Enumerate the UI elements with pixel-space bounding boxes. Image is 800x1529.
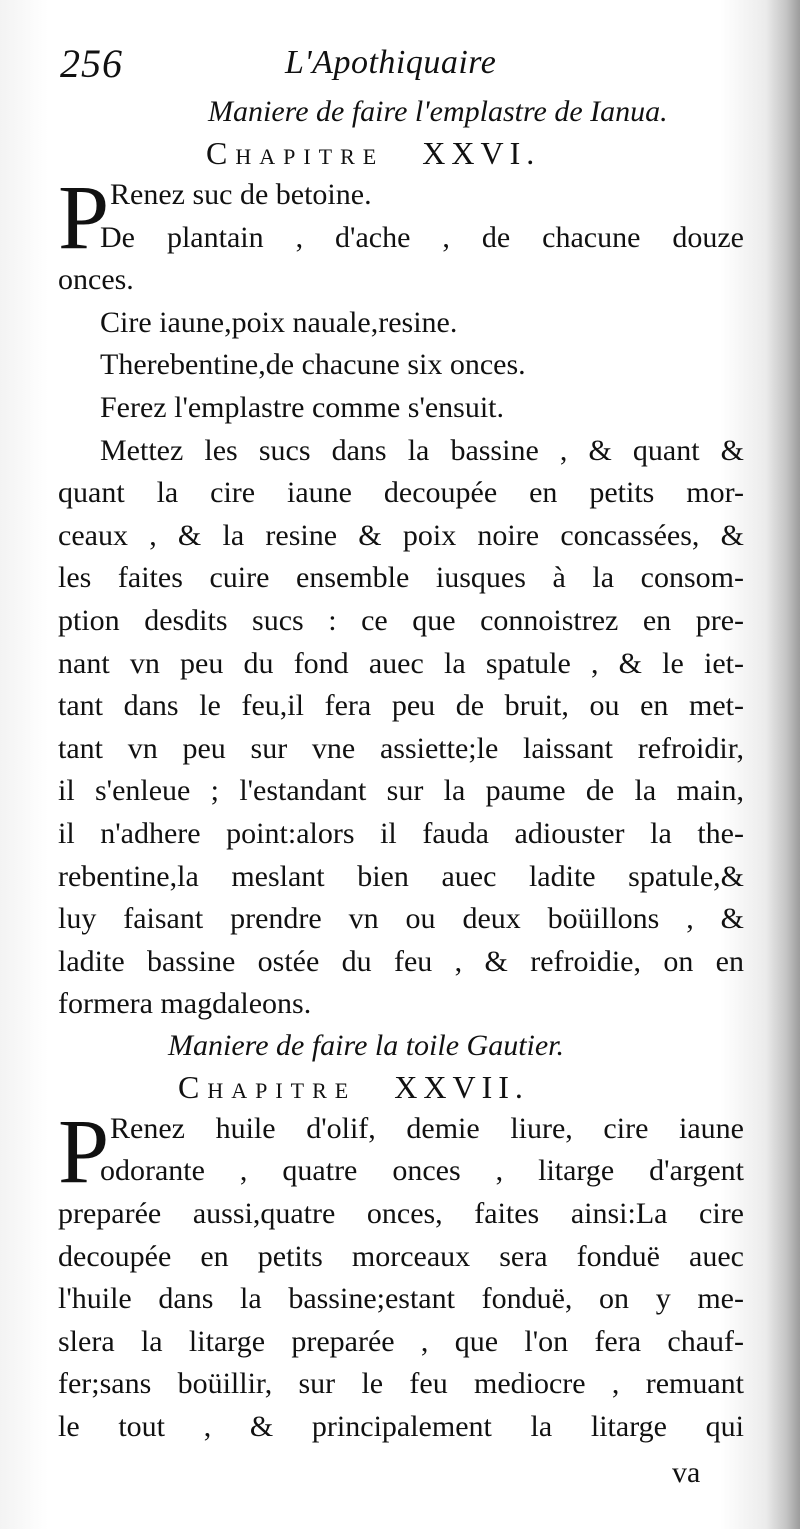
page-gutter-shadow: [766, 0, 800, 1529]
paragraph-opening: [58, 166, 744, 268]
text-line: ladite bassine ostée du feu , & refroidie, on en: [58, 944, 744, 978]
chapter-label: Chapitre: [206, 135, 385, 171]
running-title: L'Apothiquaire: [285, 44, 497, 81]
chapter-label: Chapitre: [178, 1068, 357, 1105]
text-line: decoupée en petits morceaux sera fonduë auec: [58, 1239, 744, 1273]
page-number: 256: [60, 41, 123, 86]
section-heading: Maniere de faire la toile Gautier.: [168, 1028, 565, 1062]
catchword: va: [672, 1456, 701, 1489]
text-line: nant vn peu du fond auec la spatule , & le iet-: [58, 646, 744, 680]
chapter-number: XXVI.: [422, 135, 541, 171]
text-block: [58, 92, 744, 1449]
text-line: Renez suc de betoine.: [110, 178, 372, 211]
text-line: Cire iaune,poix nauale,resine.: [100, 305, 458, 339]
paragraph-opening: [58, 1099, 744, 1202]
text-line: quant la cire iaune decoupée en petits mor-: [58, 476, 744, 510]
chapter-heading: [58, 132, 744, 174]
text-line: les faites cuire ensemble iusques à la consom-: [58, 561, 744, 595]
chapter-number: XXVII.: [394, 1068, 529, 1105]
text-line: Mettez les sucs dans la bassine , & quant &: [100, 433, 744, 467]
text-line: ption desdits sucs : ce que connoistrez en pre-: [58, 603, 744, 637]
section-heading: Maniere de faire l'emplastre de Ianua.: [208, 95, 668, 128]
text-line: Therebentine,de chacune six onces.: [100, 348, 526, 382]
text-line: il s'enleue ; l'estandant sur la paume de la main,: [58, 774, 744, 808]
text-line: odorante , quatre onces , litarge d'argent: [100, 1154, 744, 1188]
text-line: rebentine,la meslant bien auec ladite spatule,&: [58, 859, 744, 893]
text-line: Ferez l'emplastre comme s'ensuit.: [100, 390, 505, 424]
chapter-heading: [58, 1066, 744, 1108]
text-line: formera magdaleons.: [58, 987, 312, 1021]
drop-cap: P: [58, 1099, 110, 1202]
text-line: onces.: [58, 263, 134, 297]
text-line: l'huile dans la bassine;estant fonduë, on y me-: [58, 1282, 744, 1316]
running-head: [60, 40, 720, 90]
text-line: ceaux , & la resine & poix noire concassées, &: [58, 518, 744, 552]
text-line: tant dans le feu,il fera peu de bruit, ou en met-: [58, 689, 744, 723]
text-line: De plantain , d'ache , de chacune douze: [100, 220, 744, 254]
drop-cap: P: [58, 166, 110, 268]
text-line: preparée aussi,quatre onces, faites ainsi:La cire: [58, 1197, 744, 1231]
text-line: slera la litarge preparée , que l'on fera chauf-: [58, 1324, 744, 1358]
text-line: le tout , & principalement la litarge qui: [58, 1410, 744, 1444]
text-line: luy faisant prendre vn ou deux boüillons , &: [58, 902, 744, 936]
text-line: fer;sans boüillir, sur le feu mediocre , remuant: [58, 1367, 744, 1401]
text-line: Renez huile d'olif, demie liure, cire iaune: [110, 1111, 744, 1145]
text-line: tant vn peu sur vne assiette;le laissant refroidir,: [58, 731, 744, 765]
text-line: il n'adhere point:alors il fauda adiouster la the-: [58, 816, 744, 850]
